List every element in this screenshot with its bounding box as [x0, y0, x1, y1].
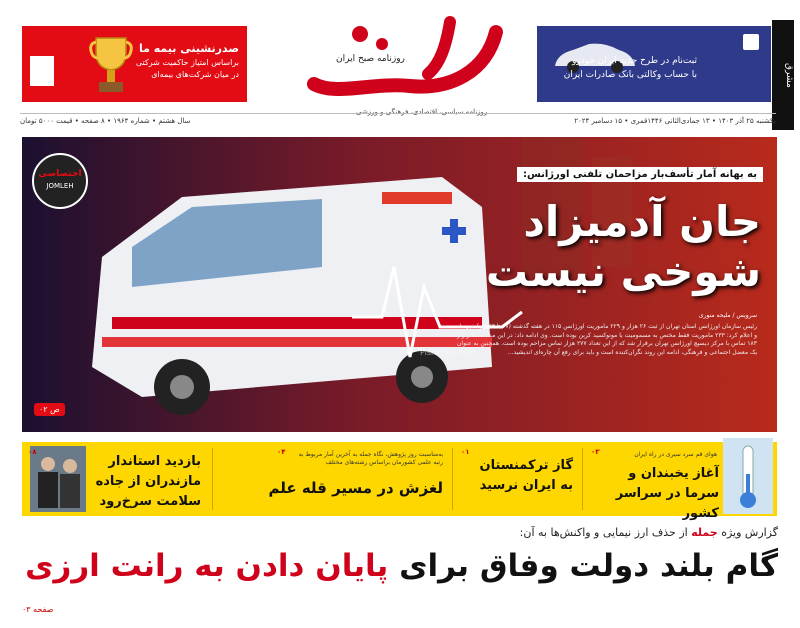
teaser-item[interactable]	[457, 442, 577, 516]
ad-bank-saderat[interactable]	[537, 26, 771, 102]
masthead[interactable]	[300, 12, 510, 122]
teaser-strip	[22, 442, 777, 521]
divider	[212, 448, 213, 510]
lead-kicker-post: از حذف ارز نیمایی و واکنش‌ها به آن:	[519, 526, 688, 539]
date-text: یکشنبه ۲۵ آذر ۱۴۰۳ • ۱۳ جمادی‌الثانی ۱۴۴۶قمری • ۱۵ دسامبر ۲۰۲۴	[574, 117, 776, 125]
hero-kicker-text: به بهانه آمار تأسف‌بار مزاحمان تلفنی اورژانس:	[522, 169, 757, 180]
thermometer-snow-icon	[723, 438, 773, 514]
teaser-title: بازدید استاندار مازندران از جاده سلامت سرخ‌رود	[95, 454, 201, 509]
teaser-item[interactable]	[22, 442, 207, 516]
hero-story[interactable]	[22, 137, 777, 432]
watermark: Pishkhan.com	[420, 348, 476, 357]
lead-kicker	[520, 526, 778, 539]
ad-left-line3: در میان شرکت‌های بیمه‌ای	[151, 70, 239, 79]
teaser-page-num: ۰۸	[28, 448, 37, 456]
teaser-title: لغزش در مسیر قله علم	[268, 479, 443, 497]
badge-label: اختصاصی	[38, 169, 82, 179]
hero-body: رئیس سازمان اورژانس استان تهران از ثبت ۲۶ هزار و ۲۲۹ ماموریت اورژانس ۱۱۵ در هفته گذشته (۱۷ تا ۲۳ آذر) خبر داد و اعلام کرد: ۲۳۳ ماموریت فقط مختص به مسمومیت با مونوکسید کربن بوده است. وی ادامه داد: در این مدت ۶۰ هزار و ۱۸۳ تماس با مرکز دیسپچ اورژانس تهران برقرار شد که از این تعداد ۲۷۷ هزار تماس مزاحم بوده است. همچنین به عنوان یک معضل اجتماعی و فرهنگی، ادامه این روند نگران‌کننده است و باید برای رفع آن چاره‌ای اندیشید...	[457, 323, 757, 356]
issue-info: سال هشتم • شماره ۱۹۶۴ • ۸ صفحه • قیمت ۵۰۰۰ تومان	[20, 117, 191, 125]
hero-kicker	[517, 167, 763, 182]
ad-bimeh-ma[interactable]	[22, 26, 247, 102]
officials-photo	[30, 446, 86, 512]
teaser-page-num: ۰۴	[277, 448, 286, 456]
teaser-page-num: ۰۳	[591, 448, 600, 456]
jomleh-logo	[300, 12, 510, 112]
hero-headline[interactable]	[486, 197, 761, 297]
side-watermark-tag: مشرق	[772, 20, 794, 130]
teaser-kicker: به‌مناسبت روز پژوهش، نگاه جمله به آخرین آمار مربوط به رتبه علمی کشورمان براساس رشته‌های مختلف	[298, 451, 443, 466]
headline-line-1: جان آدمیزاد	[523, 197, 761, 246]
dateline	[20, 113, 776, 128]
divider	[452, 448, 453, 510]
teaser-item[interactable]	[217, 442, 447, 516]
divider	[582, 448, 583, 510]
masthead-tagline: روزنامه سیاسی، اقتصادی، فرهنگی و ورزشی	[356, 108, 488, 116]
exclusive-badge	[32, 153, 88, 209]
lead-headline[interactable]	[25, 548, 778, 584]
bank-logo-icon	[743, 34, 759, 50]
teaser-title: آغاز یخبندان و سرما در سراسر کشور	[615, 466, 719, 521]
lead-page-ref[interactable]: صفحه ۰۳	[22, 605, 54, 614]
hero-page-ref[interactable]: ص ۰۲	[34, 403, 65, 416]
teaser-item[interactable]	[587, 442, 777, 521]
lead-kicker-pre: گزارش ویژه	[721, 526, 778, 539]
lead-title-black: گام بلند دولت وفاق برای	[399, 548, 778, 584]
bimeh-ma-logo	[30, 56, 54, 86]
teaser-title: گاز ترکمنستان به ایران نرسید	[479, 458, 573, 493]
lead-title-red: پایان دادن به رانت ارزی	[25, 548, 389, 584]
ad-right-line1: ثبت‌نام در طرح جدید ایران خودرو	[572, 56, 697, 66]
lead-kicker-brand: جمله	[691, 526, 718, 539]
masthead-subtitle: روزنامه صبح ایران	[336, 54, 405, 64]
hero-byline: سرویس / ملیحه منوری	[698, 312, 757, 319]
ad-right-line2: با حساب وکالتی بانک صادرات ایران	[563, 70, 697, 80]
ad-left-line2: براساس امتیاز حاکمیت شرکتی	[135, 58, 239, 67]
teaser-kicker: هوای قم سرد سیری در راه ایران	[634, 451, 717, 458]
ad-left-line1: صدرنشینی بیمه ما	[138, 42, 239, 55]
badge-brand: JOMLEH	[46, 182, 74, 190]
teaser-page-num: ۰۱	[461, 448, 470, 456]
headline-line-2: شوخی نیست	[485, 247, 761, 296]
